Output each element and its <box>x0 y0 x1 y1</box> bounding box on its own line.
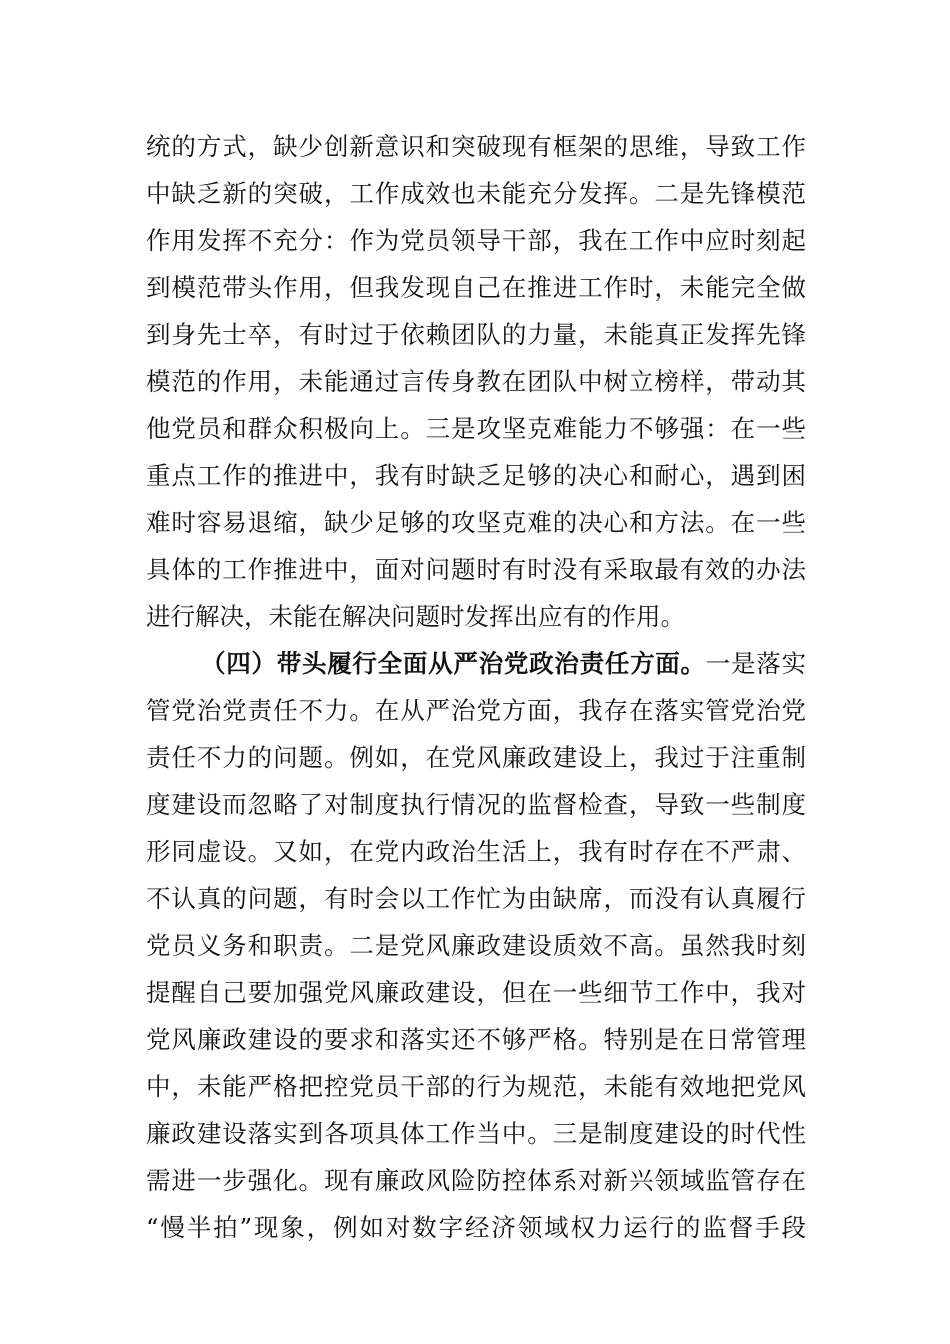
section-4-first-line-rest: 一是落实 <box>705 649 806 678</box>
text-line: 提醒自己要加强党风廉政建设，但在一些细节工作中，我对 <box>146 978 806 1007</box>
text-line: 需进一步强化。现有廉政风险防控体系对新兴领域监管存在 <box>146 1166 806 1195</box>
text-line: 进行解决，未能在解决问题时发挥出应有的作用。 <box>146 602 685 631</box>
text-line: 党风廉政建设的要求和落实还不够严格。特别是在日常管理 <box>146 1025 806 1054</box>
section-4-heading: （四）带头履行全面从严治党政治责任方面。 <box>201 649 706 678</box>
text-line: 到身先士卒，有时过于依赖团队的力量，未能真正发挥先锋 <box>146 320 806 349</box>
text-line: 中，未能严格把控党员干部的行为规范，未能有效地把党风 <box>146 1072 806 1101</box>
text-line: 重点工作的推进中，我有时缺乏足够的决心和耐心，遇到困 <box>146 461 806 490</box>
section-4-first-line <box>146 640 806 687</box>
text-line: 责任不力的问题。例如，在党风廉政建设上，我过于注重制 <box>146 743 806 772</box>
text-line: 模范的作用，未能通过言传身教在团队中树立榜样，带动其 <box>146 367 806 396</box>
text-line: “慢半拍”现象，例如对数字经济领域权力运行的监督手段 <box>146 1213 806 1242</box>
text-line: 党员义务和职责。二是党风廉政建设质效不高。虽然我时刻 <box>146 931 806 960</box>
document-body <box>146 123 806 1251</box>
text-line: 中缺乏新的突破，工作成效也未能充分发挥。二是先锋模范 <box>146 179 806 208</box>
text-line: 不认真的问题，有时会以工作忙为由缺席，而没有认真履行 <box>146 884 806 913</box>
text-line: 到模范带头作用，但我发现自己在推进工作时，未能完全做 <box>146 273 806 302</box>
text-line: 作用发挥不充分：作为党员领导干部，我在工作中应时刻起 <box>146 226 806 255</box>
text-line: 管党治党责任不力。在从严治党方面，我存在落实管党治党 <box>146 696 806 725</box>
text-line: 统的方式，缺少创新意识和突破现有框架的思维，导致工作 <box>146 132 806 161</box>
text-line: 具体的工作推进中，面对问题时有时没有采取最有效的办法 <box>146 555 806 584</box>
text-line: 形同虚设。又如，在党内政治生活上，我有时存在不严肃、 <box>146 837 806 866</box>
text-line: 他党员和群众积极向上。三是攻坚克难能力不够强：在一些 <box>146 414 806 443</box>
text-line: 廉政建设落实到各项具体工作当中。三是制度建设的时代性 <box>146 1119 806 1148</box>
text-line: 难时容易退缩，缺少足够的攻坚克难的决心和方法。在一些 <box>146 508 806 537</box>
text-line: 度建设而忽略了对制度执行情况的监督检查，导致一些制度 <box>146 790 806 819</box>
